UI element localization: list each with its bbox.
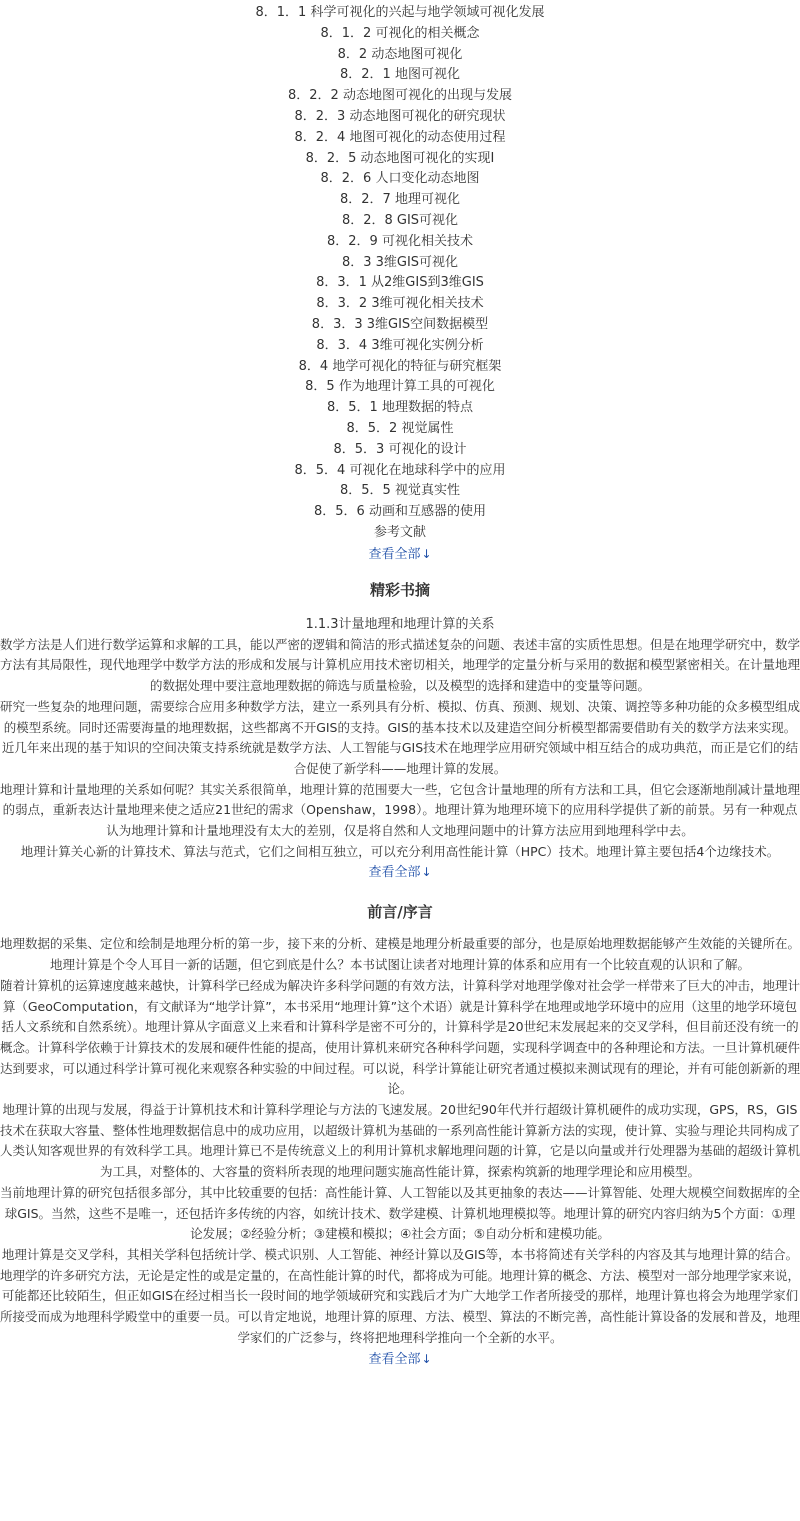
toc-item: 8．2．2 动态地图可视化的出现与发展: [288, 88, 512, 104]
toc-item: 8．5．5 视觉真实性: [340, 483, 460, 499]
toc-item: 8．2．9 可视化相关技术: [327, 233, 473, 249]
toc-item: 8．3．1 从2维GIS到3维GIS: [316, 275, 484, 291]
preface-paragraph: 地理计算的出现与发展，得益于计算机技术和计算科学理论与方法的飞速发展。20世纪90年代并行超级计算机硬件的成功实现，GPS，RS，GIS技术在获取大容量、整体性地理数据信息中的成功应用，以超级计算机为基础的一系列高性能计算新方法的实现，使计算、实验与理论共同构成了人类认知客观世界的有效科学工具。地理计算已不是传统意义上的利用计算机求解地理问题的计算，它是以向量或并行处理器为基础的超级计算机为工具，对整体的、大容量的资料所表现的地理问题实施高性能计算，探索构筑新的地理学理论和应用模型。: [0, 1102, 800, 1180]
toc-item: 8．1．2 可视化的相关概念: [320, 25, 480, 41]
toc-item: 8．2．1 地图可视化: [340, 67, 460, 83]
toc-view-all-label: 查看全部: [368, 546, 421, 562]
preface-paragraph: 地理计算是交叉学科，其相关学科包括统计学、模式识别、人工智能、神经计算以及GIS等，本书将简述有关学科的内容及其与地理计算的结合。: [1, 1247, 799, 1262]
preface-view-all-link[interactable]: [0, 1349, 800, 1369]
arrow-down-icon: ↓: [421, 546, 432, 561]
toc-item: 8．2．7 地理可视化: [340, 192, 460, 208]
toc-item: 8．3．4 3维可视化实例分析: [316, 337, 484, 353]
toc-item: 8．5．6 动画和互感器的使用: [314, 504, 486, 520]
preface-section-title: 前言/序言: [367, 903, 433, 922]
toc-view-all-link[interactable]: [0, 544, 800, 564]
excerpt-paragraph: 数学方法是人们进行数学运算和求解的工具，能以严密的逻辑和简洁的形式描述复杂的问题、表述丰富的实质性思想。但是在地理学研究中，数学方法有其局限性，现代地理学中数学方法的形成和发展与计算机应用技术密切相关，地理学的定量分析与采用的数据和模型紧密相关。在计量地理的数据处理中要注意地理数据的筛选与质量检验，以及模型的选择和建造中的变量等问题。: [0, 636, 800, 694]
table-of-contents: [0, 3, 800, 544]
toc-item: 8．5 作为地理计算工具的可视化: [305, 379, 495, 395]
excerpt-paragraph: 地理计算和计量地理的关系如何呢？其实关系很简单，地理计算的范围要大一些，它包含计量地理的所有方法和工具，但它会逐渐地削减计量地理的弱点，重新表达计量地理来使之适应21世纪的需求（Openshaw，1998）。地理计算为地理环境下的应用科学提供了新的前景。另有一种观点认为地理计算和计量地理没有太大的差别，仅是将自然和人文地理问题中的计算方法应用到地理科学中去。: [0, 781, 800, 839]
toc-item: 8．3．3 3维GIS空间数据模型: [311, 316, 489, 332]
excerpt-paragraph: 研究一些复杂的地理问题，需要综合应用多种数学方法，建立一系列具有分析、模拟、仿真、预测、规划、决策、调控等多种功能的众多模型组成的模型系统。同时还需要海量的地理数据，这些都离不开GIS的支持。GIS的基本技术以及建造空间分析模型都需要借助有关的数学方法来实现。近几年来出现的基于知识的空间决策支持系统就是数学方法、人工智能与GIS技术在地理学应用研究领域中相互结合的成功典范，而正是它们的结合促使了新学科——地理计算的发展。: [0, 698, 800, 776]
preface-paragraph: 地理学的许多研究方法，无论是定性的或是定量的，在高性能计算的时代，都将成为可能。地理计算的概念、方法、模型对一部分地理学家来说，可能都还比较陌生，但正如GIS在经过相当长一段时间的地学领域研究和实践后才为广大地学工作者所接受的那样，地理计算也将会为地理学家们所接受而成为地理科学殿堂中的重要一员。可以肯定地说，地理计算的原理、方法、模型、算法的不断完善，高性能计算设备的发展和普及，地理学家们的广泛参与，终将把地理科学推向一个全新的水平。: [0, 1267, 800, 1345]
toc-item: 8．5．4 可视化在地球科学中的应用: [294, 462, 506, 478]
preface-body: [0, 934, 800, 1348]
preface-paragraph: 当前地理计算的研究包括很多部分，其中比较重要的包括：高性能计算、人工智能以及其更抽象的表达——计算智能、处理大规模空间数据库的全球GIS。当然，这些不是唯一，还包括许多传统的内容，如统计技术、数学建模、计算机地理模拟等。地理计算的研究内容归纳为5个方面：①理论发展；②经验分析；③建模和模拟；④社会方面；⑤自动分析和建模功能。: [0, 1184, 800, 1242]
toc-item: 8．4 地学可视化的特征与研究框架: [298, 358, 502, 374]
excerpt-view-all-label: 查看全部: [368, 865, 421, 881]
toc-item: 8．2．3 动态地图可视化的研究现状: [294, 108, 506, 124]
excerpt-view-all-link[interactable]: [0, 862, 800, 882]
excerpt-subtitle: 1.1.3计量地理和地理计算的关系: [305, 616, 495, 632]
toc-item: 8．2．6 人口变化动态地图: [320, 171, 480, 187]
toc-item: 8．1．1 科学可视化的兴起与地学领域可视化发展: [255, 5, 545, 20]
preface-paragraph: 随着计算机的运算速度越来越快，计算科学已经成为解决许多科学问题的有效方法，计算科学对地理学像对社会学一样带来了巨大的冲击，地理计算（GeoComputation，有文献译为“地学计算”，本书采用“地理计算”这个术语）就是计算科学在地理或地学环境中的应用（这里的地学环境包括人文系统和自然系统）。地理计算从字面意义上来看和计算科学是密不可分的，计算科学是20世纪末发展起来的交叉学科，但目前还没有统一的概念。计算科学依赖于计算技术的发展和硬件性能的提高，使用计算机来研究各种科学问题，实现科学调查中的各种理论和方法。一旦计算机硬件达到要求，可以通过科学计算可视化来观察各种实验的中间过程。可以说，科学计算能让研究者通过模拟来测试现有的理论，并有可能创新新的理论。: [0, 977, 800, 1097]
toc-item: 8．2．5 动态地图可视化的实现I: [305, 150, 495, 166]
toc-item: 8．3 3维GIS可视化: [341, 254, 459, 270]
toc-item: 参考文献: [373, 524, 426, 540]
arrow-down-icon: ↓: [421, 865, 432, 880]
toc-item: 8．2．8 GIS可视化: [341, 212, 459, 228]
arrow-down-icon: ↓: [421, 1351, 432, 1366]
toc-item: 8．3．2 3维可视化相关技术: [316, 296, 484, 312]
preface-view-all-label: 查看全部: [368, 1351, 421, 1367]
toc-item: 8．5．3 可视化的设计: [333, 441, 467, 457]
excerpt-body: [0, 635, 800, 863]
toc-item: 8．2．4 地图可视化的动态使用过程: [294, 129, 506, 145]
toc-item: 8．2 动态地图可视化: [337, 46, 463, 62]
preface-paragraph: 地理数据的采集、定位和绘制是地理分析的第一步，接下来的分析、建模是地理分析最重要的部分，也是原始地理数据能够产生效能的关键所在。地理计算是个令人耳目一新的话题，但它到底是什么？本书试图让读者对地理计算的体系和应用有一个比较直观的认识和了解。: [0, 936, 800, 973]
excerpt-section-title: 精彩书摘: [369, 580, 430, 599]
toc-item: 8．5．1 地理数据的特点: [327, 400, 473, 416]
toc-item: 8．5．2 视觉属性: [346, 420, 454, 436]
excerpt-paragraph: 地理计算关心新的计算技术、算法与范式，它们之间相互独立，可以充分利用高性能计算（HPC）技术。地理计算主要包括4个边缘技术。: [20, 843, 780, 859]
